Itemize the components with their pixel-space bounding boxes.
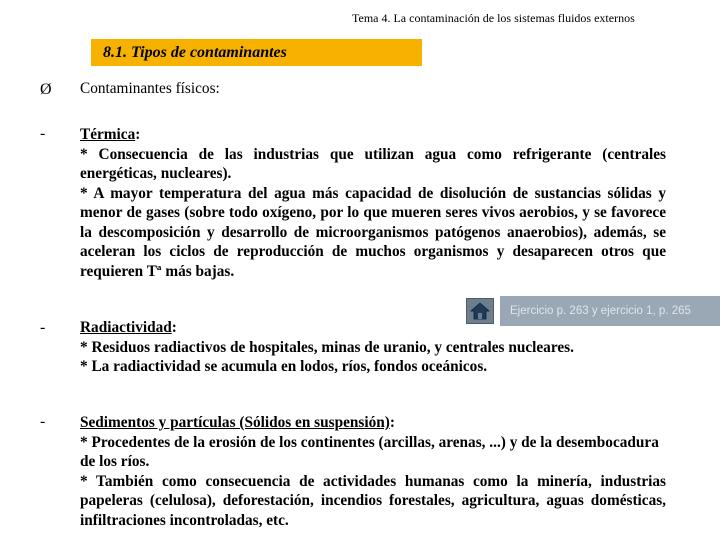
termica-heading: Térmica xyxy=(80,126,136,143)
section-title-box xyxy=(91,39,422,66)
sedimentos-para-2: * También como consecuencia de actividades humanas como la minería, industrias papeleras (celulosa), deforestación, incendios forestales, agricultura, aguas domésticas, infiltraciones incontroladas, etc. xyxy=(80,472,666,529)
radiactividad-para-1: * Residuos radiactivos de hospitales, minas de uranio, y centrales nucleares. xyxy=(80,338,574,356)
termica-para-1: * Consecuencia de las industrias que utilizan agua como refrigerante (centrales energéticas, nucleares). xyxy=(80,145,666,182)
arrow-bullet-icon: Ø xyxy=(40,81,52,98)
page-header-title: Tema 4. La contaminación de los sistemas fluidos externos xyxy=(352,11,635,25)
exercise-link[interactable]: Ejercicio p. 263 y ejercicio 1, p. 265 xyxy=(500,296,720,326)
radiactividad-block: Radiactividad: * Residuos radiactivos de hospitales, minas de uranio, y centrales nucleares. * La radiactividad se acumula en lodos, ríos, fondos oceánicos. xyxy=(80,318,666,377)
sedimentos-block: Sedimentos y partículas (Sólidos en suspensión): * Procedentes de la erosión de los continentes (arcillas, arenas, ...) y de la desembocadura de los ríos. * También como consecuencia de actividades humanas como la minería, industrias papeleras (celulosa), deforestación, incendios forestales, agricultura, aguas domésticas, infiltraciones incontroladas, etc. xyxy=(80,414,666,529)
dash-bullet: - xyxy=(40,125,46,142)
dash-bullet: - xyxy=(40,319,46,336)
sedimentos-heading: Sedimentos y partículas (Sólidos en suspensión) xyxy=(80,414,390,431)
sedimentos-para-1: * Procedentes de la erosión de los continentes (arcillas, arenas, ...) y de la desembocadura de los ríos. xyxy=(80,433,659,470)
termica-block: Térmica: * Consecuencia de las industrias que utilizan agua como refrigerante (centrales energéticas, nucleares). * A mayor temperatura del agua más capacidad de disolución de sustancias sólidas y menor de gases (sobre todo oxígeno, por lo que mueren seres vivos aerobios, y se favorece la descomposición y desarrollo de microorganismos patógenos anaerobios), además, se aceleran los ciclos de reproducción de muchos organismos y desaparecen otros que requieren Tª más bajas. xyxy=(80,126,666,280)
section-title: 8.1. Tipos de contaminantes xyxy=(103,44,287,61)
radiactividad-para-2: * La radiactividad se acumula en lodos, ríos, fondos oceánicos. xyxy=(80,358,488,375)
radiactividad-heading: Radiactividad xyxy=(80,319,172,336)
intro-text: Contaminantes físicos: xyxy=(80,80,220,97)
dash-bullet: - xyxy=(40,413,46,430)
termica-para-2: * A mayor temperatura del agua más capacidad de disolución de sustancias sólidas y menor de gases (sobre todo oxígeno, por lo que mueren seres vivos aerobios, y se favorece la descomposición y desarrollo de microorganismos patógenos anaerobios), además, se aceleran los ciclos de reproducción de muchos organismos y desaparecen otros que requieren Tª más bajas. xyxy=(80,184,666,280)
